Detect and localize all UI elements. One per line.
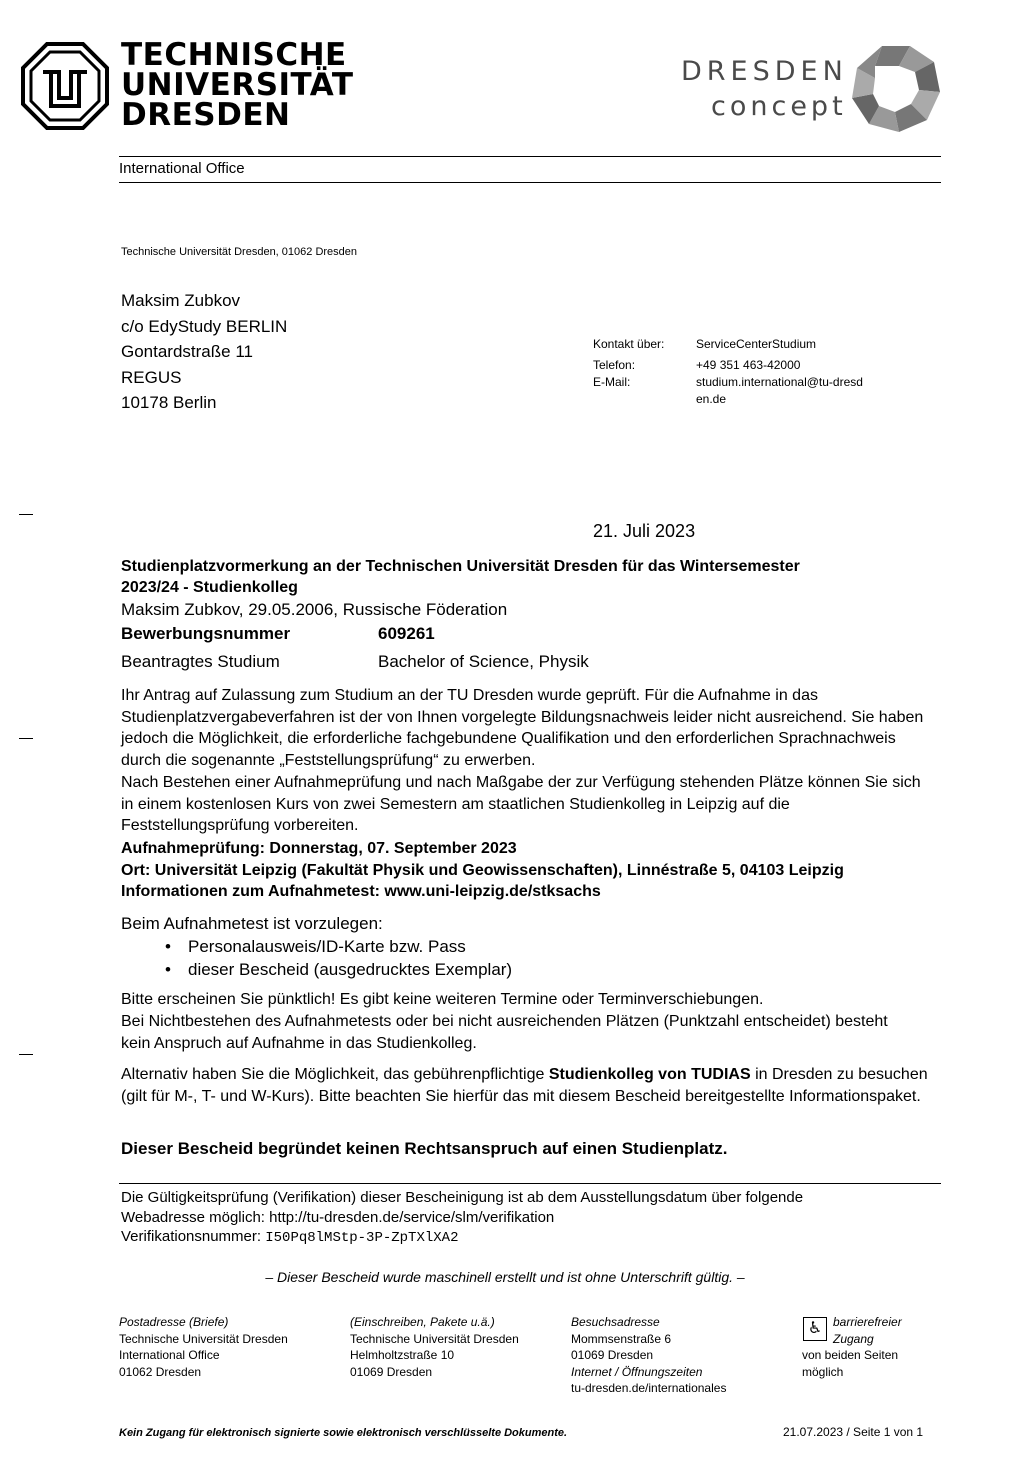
verification-number: I50Pq8lMStp-3P-ZpTXlXA2 [265,1230,459,1246]
fold-mark [19,514,33,515]
machine-generated-note: – Dieser Bescheid wurde maschinell erstellt und ist ohne Unterschrift gültig. – [265,1269,745,1285]
application-number-value: 609261 [378,624,435,643]
phone-label: Telefon: [593,358,636,372]
body-paragraph-2: Nach Bestehen einer Aufnahmeprüfung und nach Maßgabe der zur Verfügung stehenden Plätze können Sie sich in einem kostenlosen Kurs von zwei Semestern am staatlichen Studienkolleg in Leipzig auf die Feststellungsprüfung vorbereiten. [121,774,921,834]
dresden-concept-emblem-icon [849,42,943,136]
email-label: E-Mail: [593,375,631,389]
list-item: • dieser Bescheid (ausgedrucktes Exemplar) [121,958,941,981]
electronic-documents-note: Kein Zugang für elektronisch signierte sowie elektronisch verschlüsselte Dokumente. [119,1427,568,1439]
tud-emblem-icon [21,42,109,130]
dresden-concept-logo-line2: concept [711,91,847,122]
footer-visitor-address: Besuchsadresse Mommsenstraße 6 01069 Dresden Internet / Öffnungszeiten tu-dresden.de/internationales [571,1315,727,1395]
fold-mark [19,1054,33,1055]
footer-accessibility: barrierefreier Zugang von beiden Seiten möglich [802,1315,902,1379]
footer-postal-address: Postadresse (Briefe) Technische Universität Dresden International Office 01062 Dresden [119,1315,288,1379]
requirements-intro: Beim Aufnahmetest ist vorzulegen: [121,914,383,933]
header-rule-bottom [119,182,941,183]
fold-mark [19,738,33,739]
alternative-paragraph: Alternativ haben Sie die Möglichkeit, das gebührenpflichtige Studienkolleg von TUDIAS in Dresden zu besuchen (gilt für M-, T- und W-Kurs). Bitte beachten Sie hierfür das mit diesem Bescheid bereitgestellte Informationspaket. [121,1066,928,1105]
tud-logo-text: TECHNISCHE UNIVERSITÄT DRESDEN [121,37,354,133]
applicant-line: Maksim Zubkov, 29.05.2006, Russische Föderation [121,600,508,619]
application-number-label: Bewerbungsnummer [121,624,291,643]
sender-line: Technische Universität Dresden, 01062 Dresden [121,246,358,258]
contact-block [593,336,873,416]
subject-heading: Studienplatzvormerkung an der Technischen Universität Dresden für das Wintersemester 2023/24 - Studienkolleg [121,558,800,596]
department-name: International Office [119,160,245,177]
body-paragraph-1: Ihr Antrag auf Zulassung zum Studium an der TU Dresden wurde geprüft. Für die Aufnahme in das Studienplatzvergabeverfahren ist der von Ihnen vorgelegte Bildungsnachweis leider nicht ausreichend. Sie haben jedoch die Möglichkeit, die erforderliche fachgebundene Qualifikation und den erforderlichen Sprachnachweis durch die sogenannte „Feststellungsprüfung“ zu erwerben. [121,687,924,769]
dresden-concept-logo-line1: DRESDEN [681,56,848,87]
contact-via-label: Kontakt über: [593,337,665,351]
wheelchair-icon: ♿ [803,1317,827,1341]
verification-rule [119,1183,941,1184]
email-value: studium.international@tu-dresden.de [696,375,863,406]
page-info: 21.07.2023 / Seite 1 von 1 [783,1425,924,1439]
failure-note: Bei Nichtbestehen des Aufnahmetests oder bei nicht ausreichenden Plätzen (Punktzahl entscheidet) besteht kein Anspruch auf Aufnahme in das Studienkolleg. [121,1013,888,1052]
no-claim-note: Dieser Bescheid begründet keinen Rechtsanspruch auf einen Studienplatz. [121,1139,728,1158]
header-rule-top [119,156,941,157]
exam-details: Aufnahmeprüfung: Donnerstag, 07. September 2023 Ort: Universität Leipzig (Fakultät Physik und Geowissenschaften), Linnéstraße 5, 04103 Leipzig Informationen zum Aufnahmetest: www.uni-leipzig.de/stksachs [121,840,844,900]
punctuality-note: Bitte erscheinen Sie pünktlich! Es gibt keine weiteren Termine oder Terminverschiebungen. [121,991,764,1008]
verification-block: Die Gültigkeitsprüfung (Verifikation) dieser Bescheinigung ist ab dem Ausstellungsdatum über folgende Webadresse möglich: http://tu-dresden.de/service/slm/verifikation Verifikationsnummer: I50Pq8lMStp-3P-ZpTXlXA2 [121,1189,804,1246]
contact-via-value: ServiceCenterStudium [696,337,817,351]
tudias-name: Studienkolleg von TUDIAS [548,1066,751,1083]
requirements-block [121,912,941,981]
list-item: • Personalausweis/ID-Karte bzw. Pass [121,935,941,958]
recipient-address: Maksim Zubkov c/o EdyStudy BERLIN Gontardstraße 11 REGUS 10178 Berlin [121,291,288,412]
phone-value: +49 351 463-42000 [696,358,801,372]
letter-date: 21. Juli 2023 [593,521,696,541]
study-value: Bachelor of Science, Physik [378,652,589,671]
requirements-list [121,935,941,981]
study-label: Beantragtes Studium [121,652,280,671]
footer-parcel-address: (Einschreiben, Pakete u.ä.) Technische Universität Dresden Helmholtzstraße 10 01069 Dresden [350,1315,519,1379]
